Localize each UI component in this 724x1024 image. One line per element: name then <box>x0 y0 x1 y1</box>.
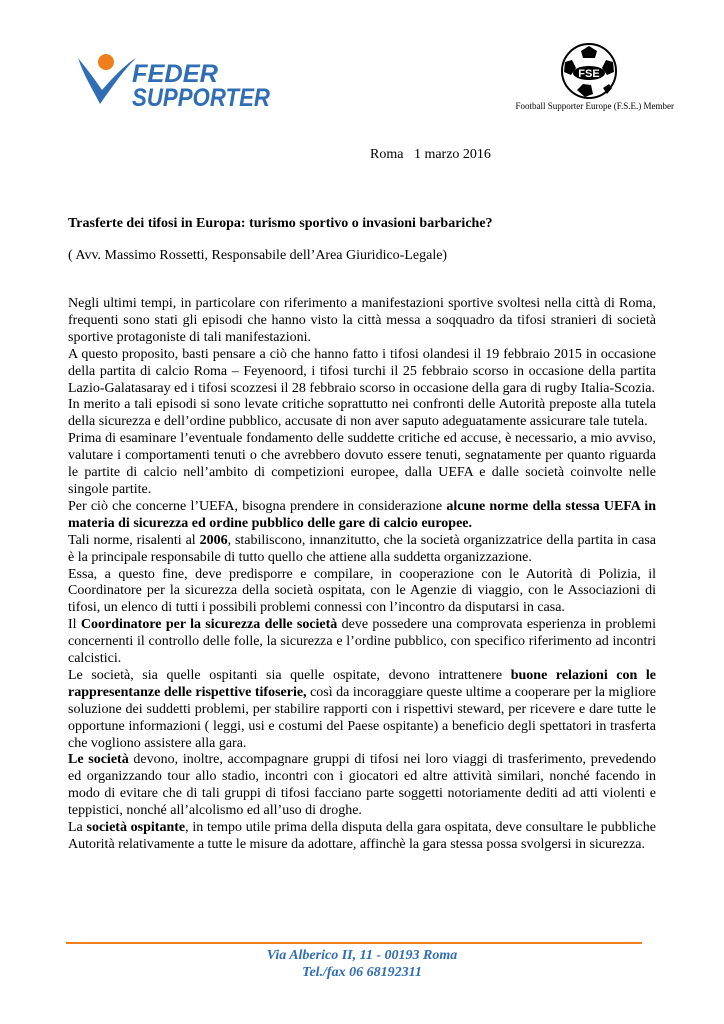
feder-supporter-logo-icon <box>78 54 136 104</box>
body-paragraph <box>68 752 656 820</box>
bold-text: buone relazioni con le rappresentanze delle rispettive tifoserie, <box>68 667 656 700</box>
text-run: La <box>68 820 87 836</box>
bold-text: Coordinatore per la sicurezza delle società <box>80 617 338 633</box>
footer-telfax: Tel./fax 06 68192311 <box>302 965 422 980</box>
body-paragraph <box>68 617 656 668</box>
bold-text: Le società <box>68 752 129 768</box>
fse-logo-text: FSE <box>578 68 600 80</box>
letter-date: Roma 1 marzo 2016 <box>370 147 491 162</box>
body-paragraph <box>68 567 656 618</box>
text-run: A questo proposito, basti pensare a ciò che hanno fatto i tifosi olandesi il 19 febbraio 2015 in occasione della partita di calcio Roma – Feyenoord, i tifosi turchi il 25 febbraio scorso in occasione della partita Lazio-Galatasaray ed i tifosi scozzesi il 28 febbraio scorso in occasione della gara di rugby Italia-Scozia. <box>68 346 656 396</box>
text-run: In merito a tali episodi si sono levate critiche soprattutto nei confronti delle Autorità preposte alla tutela della sicurezza e dell’ordine pubblico, accusate di non aver saputo adeguatamente assicurare tale tutela. <box>68 397 656 430</box>
logo-text-feder: FEDER <box>132 60 218 88</box>
footer-divider <box>66 942 642 944</box>
body-paragraph <box>68 820 656 854</box>
text-run: Tali norme, risalenti al <box>68 532 200 548</box>
text-run: Prima di esaminare l’eventuale fondamento delle suddette critiche ed accuse, è necessario, a mio avviso, valutare i comportamenti tenuti o che avrebbero dovuto essere tenuti, segnatamente per quanto riguarda le partite di calcio nell’ambito di competizioni europee, dalla UEFA e dalle società coinvolte nelle singole partite. <box>68 431 656 497</box>
body-paragraph <box>68 347 656 398</box>
text-run: Negli ultimi tempi, in particolare con riferimento a manifestazioni sportive svoltesi nella città di Roma, frequenti sono stati gli episodi che hanno visto la città messa a soqquadro da tifosi stranieri di società sportive protagoniste di tali manifestazioni. <box>68 296 656 345</box>
text-run: deve possedere una comprovata esperienza in problemi concernenti il controllo delle folle, la sicurezza e l’ordine pubblico, con specifico riferimento ad incontri calcistici. <box>68 617 656 667</box>
body-paragraph <box>68 533 656 567</box>
text-run: Il <box>68 617 81 633</box>
footer-address: Via Alberico II, 11 - 00193 Roma <box>266 948 458 963</box>
body-paragraph <box>68 668 656 753</box>
bold-text: società ospitante <box>86 820 186 836</box>
bold-text: 2006 <box>199 532 228 548</box>
body-paragraph <box>68 499 656 533</box>
body-paragraph <box>68 296 656 347</box>
bold-text: alcune norme della stessa UEFA in materia di sicurezza ed ordine pubblico delle gare di calcio europee. <box>68 498 656 531</box>
text-run: Per ciò che concerne l’UEFA, bisogna prendere in considerazione <box>68 498 447 514</box>
text-run: , stabiliscono, innanzitutto, che la società organizzatrice della partita in casa è la principale responsabile di tutto quello che attiene alla suddetta organizzazione. <box>68 532 656 565</box>
article-body <box>68 296 656 854</box>
logo-text-supporter: SUPPORTER <box>132 84 270 110</box>
body-paragraph <box>68 431 656 499</box>
article-title: Trasferte dei tifosi in Europa: turismo sportivo o invasioni barbariche? <box>68 216 493 231</box>
body-paragraph <box>68 397 656 431</box>
text-run: devono, inoltre, accompagnare gruppi di tifosi nei loro viaggi di trasferimento, prevedendo ed organizzando tour allo stadio, incontri con i giocatori ed altre attività similari, nonché facendo in modo di evitare che di tali gruppi di tifosi facciano parte soggetti notoriamente dediti ad atti violenti e teppistici, nonché all’alcolismo ed all’uso di droghe. <box>68 752 657 819</box>
feder-supporter-logo <box>74 46 274 110</box>
fse-member-caption: Football Supporter Europe (F.S.E.) Member <box>515 101 674 111</box>
fse-logo <box>557 42 621 100</box>
text-run: Le società, sia quelle ospitanti sia quelle ospitate, devono intrattenere <box>68 667 511 683</box>
text-run: , in tempo utile prima della disputa della gara ospitata, deve consultare le pubbliche Autorità relativamente a tutte le misure da adottare, affinchè la gara stessa possa svolgersi in sicurezza. <box>68 820 656 852</box>
text-run: Essa, a questo fine, deve predisporre e compilare, in cooperazione con le Autorità di Polizia, il Coordinatore per la sicurezza della società ospitata, con le Agenzie di viaggio, con le Associazioni di tifosi, un elenco di tutti i possibili problemi connessi con l’incontro da disputarsi in casa. <box>68 566 656 616</box>
text-run: così da incoraggiare queste ultime a cooperare per la migliore soluzione dei suddetti problemi, per stabilire rapporti con i rispettivi steward, per ricevere e dare tutte le opportune informazioni ( leggi, usi e costumi del Paese ospitante) a beneficio degli spettatori in trasferta che vogliono assistere alla gara. <box>68 684 656 751</box>
article-author: ( Avv. Massimo Rossetti, Responsabile dell’Area Giuridico-Legale) <box>68 248 448 263</box>
